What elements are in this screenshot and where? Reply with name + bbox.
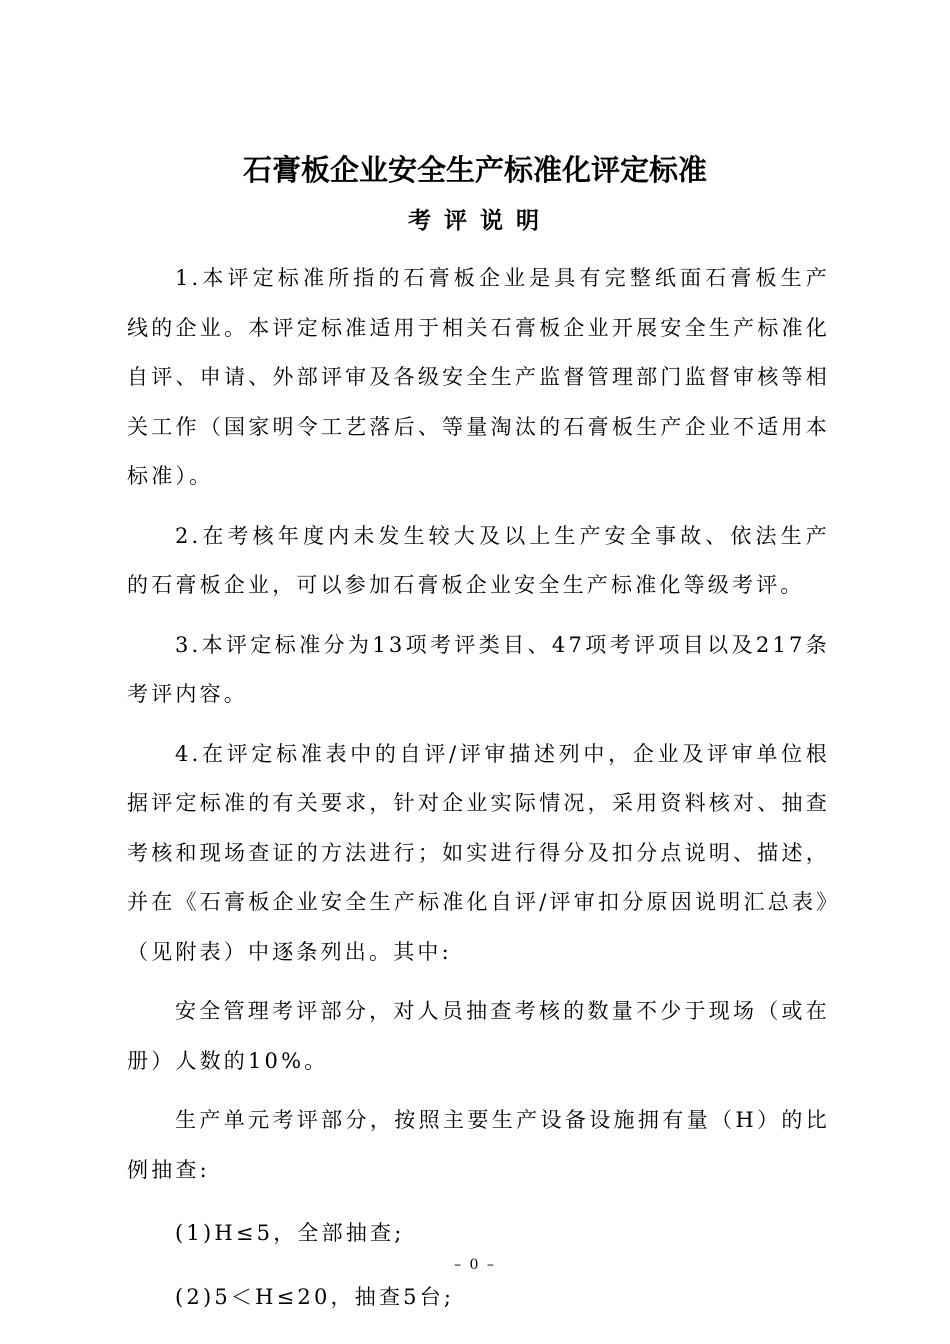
paragraph-safety-management: 安全管理考评部分，对人员抽查考核的数量不少于现场（或在册）人数的10%。 [127, 999, 830, 1073]
paragraph-1: 1.本评定标准所指的石膏板企业是具有完整纸面石膏板生产线的企业。本评定标准适用于相关石膏板企业开展安全生产标准化自评、申请、外部评审及各级安全生产监督管理部门监督审核等相关工作（国家明令工艺落后、等量淘汰的石膏板生产企业不适用本标准）。 [127, 266, 830, 488]
list-item-2: (2)5＜H≤20，抽查5台; [175, 1284, 455, 1309]
paragraph-2: 2.在考核年度内未发生较大及以上生产安全事故、依法生产的石膏板企业，可以参加石膏板企业安全生产标准化等级考评。 [127, 523, 830, 597]
document-body [127, 254, 830, 1322]
page-number: – 0 – [454, 1257, 496, 1273]
paragraph-4: 4.在评定标准表中的自评/评审描述列中，企业及评审单位根据评定标准的有关要求，针对企业实际情况，采用资料核对、抽查考核和现场查证的方法进行；如实进行得分及扣分点说明、描述，并在《石膏板企业安全生产标准化自评/评审扣分原因说明汇总表》（见附表）中逐条列出。其中: [127, 741, 830, 964]
paragraph-production-unit: 生产单元考评部分，按照主要生产设备设施拥有量（H）的比例抽查: [127, 1108, 830, 1182]
document-title: 石膏板企业安全生产标准化评定标准 [242, 153, 707, 187]
document-subtitle: 考评说明 [408, 208, 552, 234]
list-item-1: (1)H≤5，全部抽查; [175, 1221, 405, 1245]
paragraph-3: 3.本评定标准分为13项考评类目、47项考评项目以及217条考评内容。 [127, 632, 830, 706]
